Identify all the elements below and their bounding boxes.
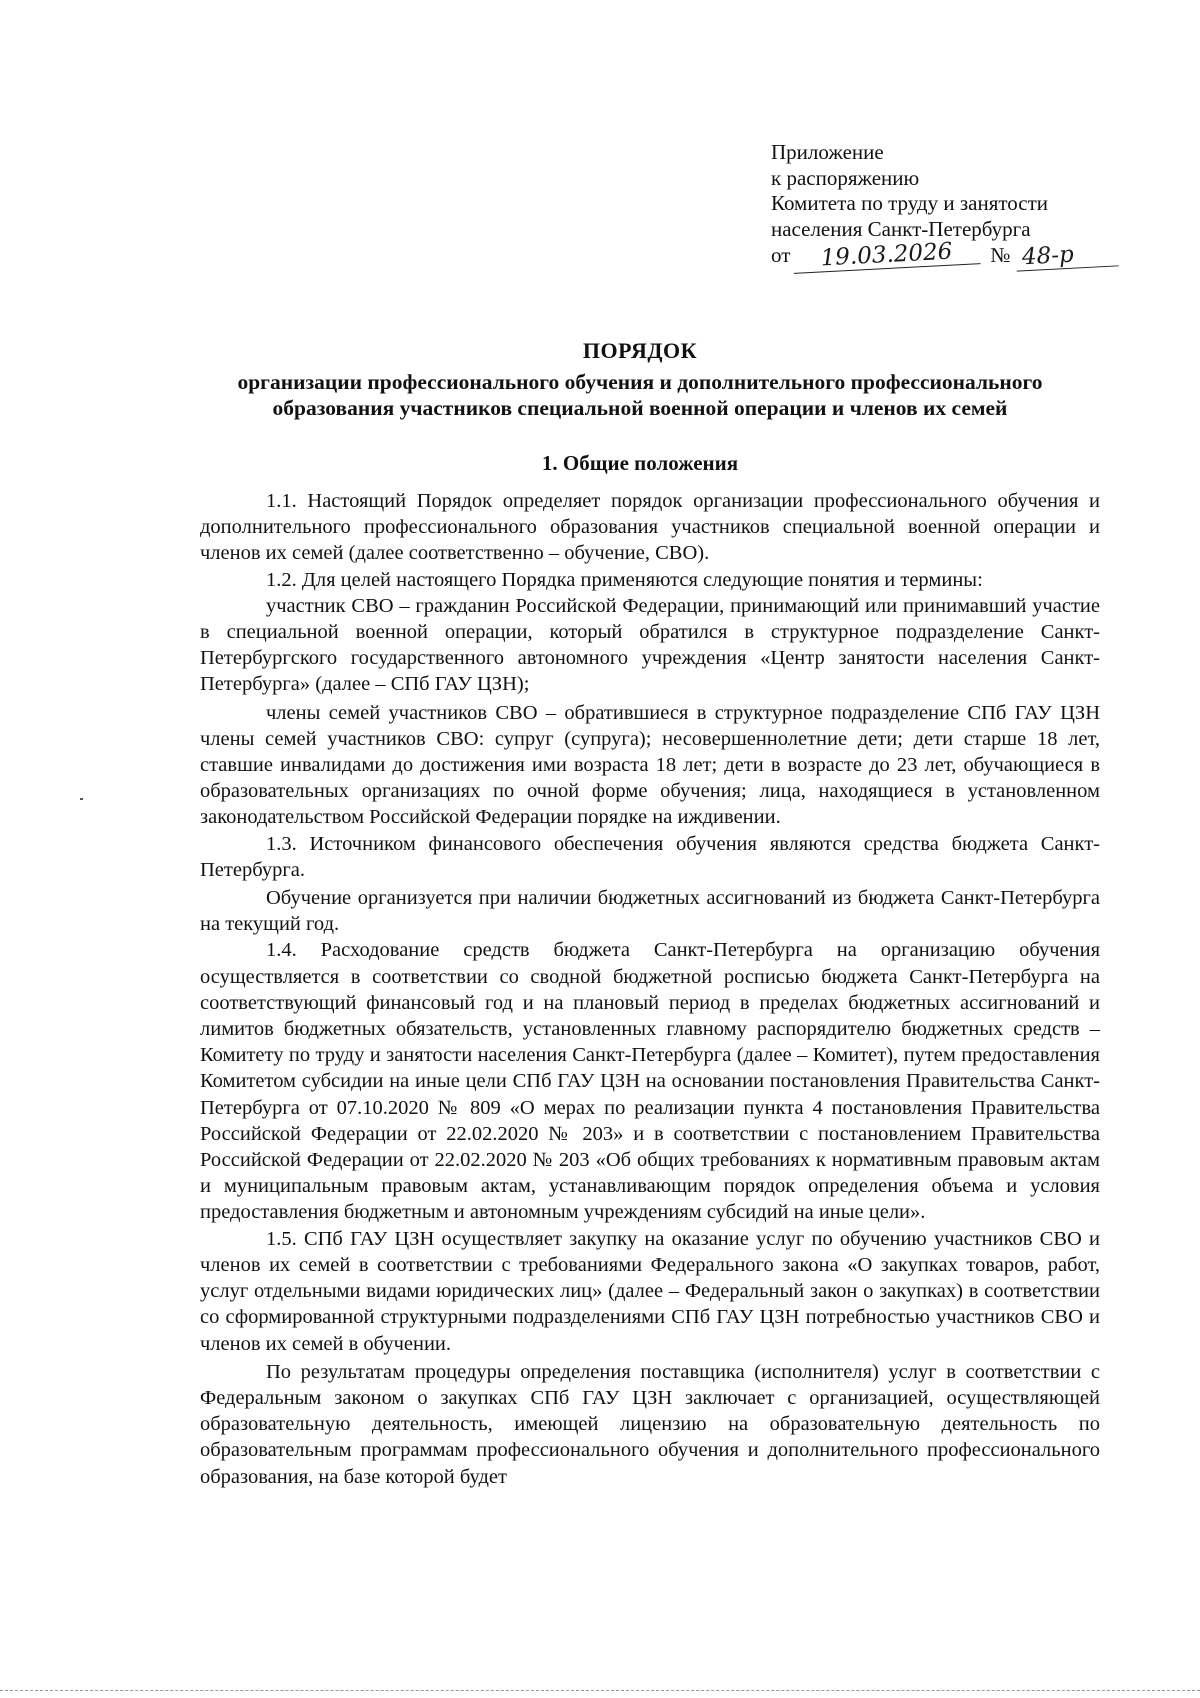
paragraph-1-3: 1.3. Источником финансового обеспечения обучения являются средства бюджета Санкт-Петербурга. [200,832,1100,881]
appendix-line-2: к распоряжению [771,165,920,190]
scan-bottom-edge [0,1690,1200,1691]
date-prefix: от [771,243,791,267]
appendix-line-1: Приложение [771,140,884,164]
paragraph-1-5: 1.5. СПб ГАУ ЦЗН осуществляет закупку на оказание услуг по обучению участников СВО и членов их семей в соответствии с требованиями Федерального закона «О закупках товаров, работ, услуг отдельными видами юридических лиц» (далее – Федеральный закон о закупках) в соответствии со сформированной структурными подразделениями СПб ГАУ ЦЗН потребностью участников СВО и членов их семей в обучении. [200,1227,1100,1355]
handwritten-number: 48-р [1016,239,1119,271]
appendix-line-4: населения Санкт-Петербурга [771,216,1031,241]
document-title-block [200,338,1080,422]
section-body [200,488,1100,1490]
document-subtitle-line-1: организации профессионального обучения и дополнительного профессионального [237,369,1043,394]
document-title: ПОРЯДОК [582,338,698,363]
appendix-date-line [771,238,1118,272]
scan-speck [80,798,83,800]
appendix-line-3: Комитета по труду и занятости [771,191,1049,215]
paragraph-definition-participant: участник СВО – гражданин Российской Федерации, принимающий или принимавший участие в специальной военной операции, который обратился в структурное подразделение Санкт-Петербургского государственного автономного учреждения «Центр занятости населения Санкт-Петербурга» (далее – СПб ГАУ ЦЗН); [200,594,1100,696]
paragraph-1-3-funding: Обучение организуется при наличии бюджетных ассигнований из бюджета Санкт-Петербурга на текущий год. [200,887,1100,936]
handwritten-date: 19.03.2026 [793,237,981,274]
section-heading: 1. Общие положения [541,451,739,475]
document-subtitle-line-2: образования участников специальной военной операции и членов их семей [272,396,1008,420]
paragraph-1-5-procurement: По результатам процедуры определения поставщика (исполнителя) услуг в соответствии с Федеральным законом о закупках СПб ГАУ ЦЗН заключает с организацией, осуществляющей образовательную деятельность, имеющей лицензию на образовательную деятельность по образовательным программам профессионального обучения и дополнительного профессионального образования, на базе которой будет [200,1360,1100,1488]
paragraph-1-1: 1.1. Настоящий Порядок определяет порядок организации профессионального обучения и дополнительного профессионального образования участников специальной военной операции и членов их семей (далее соответственно – обучение, СВО). [200,490,1100,565]
appendix-block [771,140,1118,272]
paragraph-definition-family: члены семей участников СВО – обратившиеся в структурное подразделение СПб ГАУ ЦЗН члены семей участников СВО: супруг (супруга); несовершеннолетние дети; дети старше 18 лет, ставшие инвалидами до достижения ими возраста 18 лет; дети в возрасте до 23 лет, обучающиеся в образовательных организациях по очной форме обучения; лица, находящиеся в установленном законодательством Российской Федерации порядке на иждивении. [200,701,1100,829]
paragraph-1-4: 1.4. Расходование средств бюджета Санкт-Петербурга на организацию обучения осуществляется в соответствии со сводной бюджетной росписью бюджета Санкт-Петербурга на соответствующий финансовый год и на плановый период в пределах бюджетных ассигнований и лимитов бюджетных обязательств, установленных главному распорядителю бюджетных средств – Комитету по труду и занятости населения Санкт-Петербурга (далее – Комитет), путем предоставления Комитетом субсидии на иные цели СПб ГАУ ЦЗН на основании постановления Правительства Санкт-Петербурга от 07.10.2020 № 809 «О мерах по реализации пункта 4 постановления Правительства Российской Федерации от 22.02.2020 № 203» и в соответствии с постановлением Правительства Российской Федерации от 22.02.2020 № 203 «Об общих требованиях к нормативным правовым актам и муниципальным правовым актам, устанавливающим порядок определения объема и условия предоставления бюджетным и автономным учреждениям субсидий на иные цели». [200,939,1100,1224]
paragraph-1-2: 1.2. Для целей настоящего Порядка применяются следующие понятия и термины: [266,568,983,591]
number-label: № [990,243,1011,267]
